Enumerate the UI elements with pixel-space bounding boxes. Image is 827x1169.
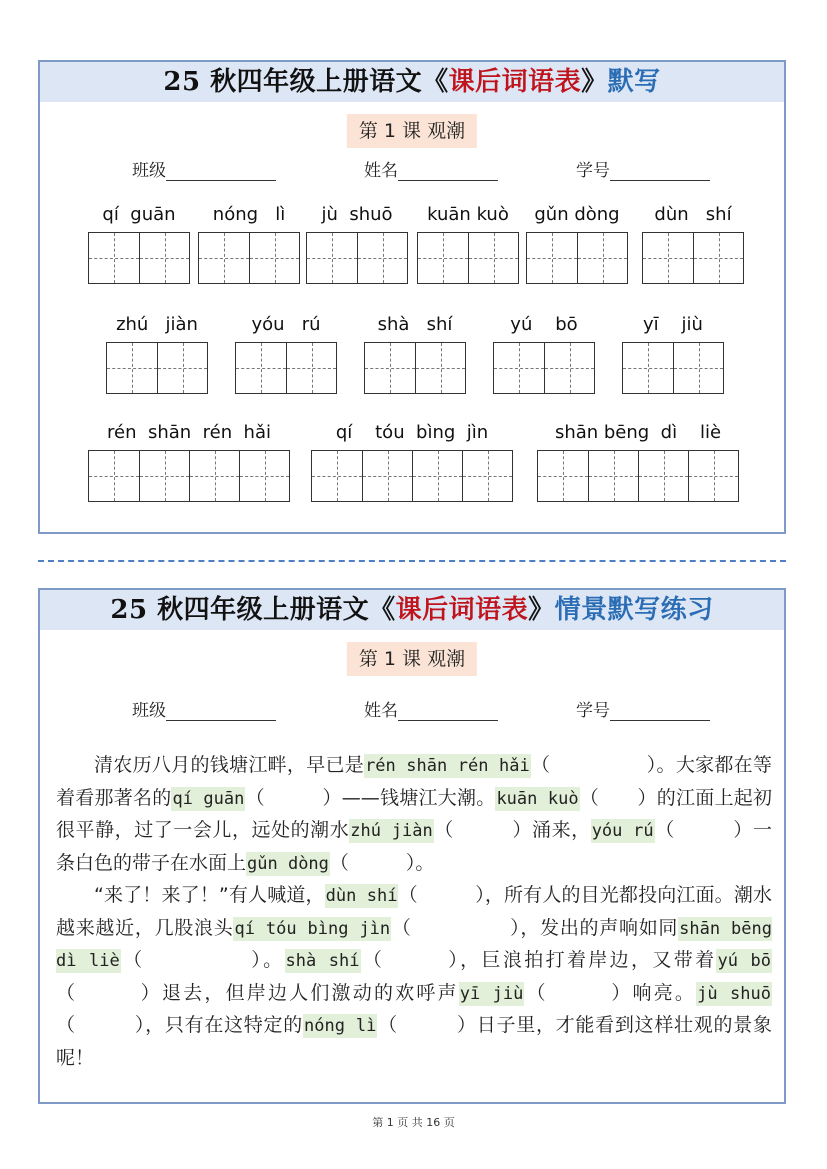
page-divider (38, 560, 786, 562)
word-item (493, 314, 595, 394)
passage-text: （ ）。 (329, 851, 435, 874)
character-cell[interactable] (623, 343, 673, 393)
name-label: 姓名 (364, 701, 398, 721)
word-item (306, 204, 408, 284)
writing-grid (537, 450, 739, 502)
pinyin-highlight: qí guān (172, 788, 245, 809)
number-label: 学号 (576, 161, 610, 181)
passage-text: （ ），只有在这特定的 (56, 1014, 303, 1036)
word-item (642, 204, 744, 284)
character-cell[interactable] (365, 343, 415, 393)
pinyin-highlight: rén shān rén hǎi (365, 756, 530, 776)
pinyin-highlight: yóu rú (591, 821, 654, 841)
worksheet-title (40, 62, 784, 102)
writing-grid (364, 342, 466, 394)
passage-text: “来了！来了！”有人喊道， (94, 884, 325, 906)
number-field[interactable] (610, 162, 710, 181)
character-cell[interactable] (538, 451, 588, 501)
title-prefix: 25 秋四年级上册语文《 (110, 595, 396, 625)
writing-grid (88, 450, 290, 502)
writing-grid (642, 232, 744, 284)
name-field[interactable] (398, 162, 498, 181)
worksheet-title (40, 590, 784, 630)
character-cell[interactable] (139, 233, 189, 283)
passage-text: （ ），巨浪拍打着岸边，又带着 (360, 949, 717, 971)
word-item (106, 314, 208, 394)
character-cell[interactable] (638, 451, 688, 501)
character-cell[interactable] (673, 343, 723, 393)
character-cell[interactable] (139, 451, 189, 501)
pinyin-label: zhú jiàn (116, 314, 198, 335)
word-item (235, 314, 337, 394)
passage-text: （ ）响亮。 (524, 981, 697, 1004)
writing-grid (198, 232, 300, 284)
character-cell[interactable] (643, 233, 693, 283)
character-cell[interactable] (89, 451, 139, 501)
character-cell[interactable] (239, 451, 289, 501)
passage-text: 清农历八月的钱塘江畔，早已是 (94, 754, 365, 776)
number-label: 学号 (576, 701, 610, 721)
character-cell[interactable] (189, 451, 239, 501)
class-field[interactable] (166, 702, 276, 721)
title-prefix: 25 秋四年级上册语文《 (163, 67, 449, 97)
character-cell[interactable] (362, 451, 412, 501)
word-item (526, 204, 628, 284)
character-cell[interactable] (588, 451, 638, 501)
character-cell[interactable] (199, 233, 249, 283)
pinyin-highlight: nóng lì (304, 1016, 377, 1036)
writing-grid (88, 232, 190, 284)
character-cell[interactable] (693, 233, 743, 283)
passage-text: （ ），发出的声响如同 (391, 916, 679, 939)
character-cell[interactable] (157, 343, 207, 393)
character-cell[interactable] (357, 233, 407, 283)
pinyin-label: gǔn dòng (534, 204, 620, 225)
pinyin-label: yú bō (510, 314, 578, 335)
pinyin-highlight: gǔn dòng (247, 853, 329, 874)
title-suffix: 默写 (607, 67, 661, 97)
pinyin-highlight: shà shí (285, 951, 360, 971)
pinyin-highlight: qí tóu bìng jìn (234, 918, 391, 939)
worksheet-dictation (38, 60, 786, 534)
character-cell[interactable] (286, 343, 336, 393)
passage-text: （ ）的江面上起初很平静，过了一会儿，远处的潮水 (56, 786, 772, 841)
word-item (364, 314, 466, 394)
pinyin-label: shà shí (377, 314, 453, 335)
word-item (537, 422, 739, 502)
pinyin-highlight: dùn shí (325, 886, 398, 906)
passage-text: （ ）退去，但岸边人们激动的欢呼声 (56, 981, 459, 1004)
pinyin-label: qí tóu bìng jìn (335, 422, 489, 443)
character-cell[interactable] (418, 233, 468, 283)
page-footer: 第 1 页 共 16 页 (372, 1116, 455, 1129)
passage-text: （ ），所有人的目光都投向江面。潮水越来越近，几股浪头 (56, 884, 772, 939)
writing-grid (311, 450, 513, 502)
pinyin-label: qí guān (102, 204, 176, 225)
worksheet-context-practice (38, 588, 786, 1104)
character-cell[interactable] (307, 233, 357, 283)
passage-text: （ ）涌来， (433, 819, 591, 841)
character-cell[interactable] (412, 451, 462, 501)
class-label: 班级 (132, 161, 166, 181)
character-cell[interactable] (462, 451, 512, 501)
name-label: 姓名 (364, 161, 398, 181)
character-cell[interactable] (688, 451, 738, 501)
character-cell[interactable] (89, 233, 139, 283)
writing-grid (306, 232, 408, 284)
pinyin-label: rén shān rén hǎi (107, 422, 271, 443)
character-cell[interactable] (544, 343, 594, 393)
name-field[interactable] (398, 702, 498, 721)
passage-text: （ ）。 (120, 949, 285, 971)
class-field[interactable] (166, 162, 276, 181)
number-field[interactable] (610, 702, 710, 721)
passage-text: （ ）。大家都在等着看那著名的 (56, 754, 772, 809)
pinyin-highlight: kuān kuò (496, 788, 579, 809)
writing-grid (493, 342, 595, 394)
paragraph-1 (56, 750, 772, 880)
title-suffix: 情景默写练习 (554, 595, 714, 625)
pinyin-highlight: jù shuō (697, 983, 771, 1004)
pinyin-label: kuān kuò (427, 204, 509, 225)
character-cell[interactable] (468, 233, 518, 283)
pinyin-label: shān bēng dì liè (554, 422, 722, 443)
passage-text: （ ）——钱塘江大潮。 (245, 786, 496, 809)
word-item (311, 422, 513, 502)
pinyin-label: dùn shí (654, 204, 732, 225)
passage-text: （ ）一条白色的带子在水面上 (56, 819, 772, 874)
pinyin-label: jù shuō (321, 204, 393, 225)
writing-grid (106, 342, 208, 394)
pinyin-label: nóng lì (212, 204, 286, 225)
character-cell[interactable] (577, 233, 627, 283)
pinyin-label: yī jiù (643, 314, 703, 335)
pinyin-highlight: shān bēng dì liè (56, 918, 772, 971)
title-bracket: 》 (528, 595, 555, 625)
character-cell[interactable] (527, 233, 577, 283)
word-item (417, 204, 519, 284)
word-item (88, 422, 290, 502)
pinyin-highlight: yú bō (717, 951, 771, 971)
character-cell[interactable] (415, 343, 465, 393)
story-passage (56, 750, 772, 1074)
word-item (88, 204, 190, 284)
passage-text: （ ）日子里，才能看到这样壮观的景象呢！ (56, 1014, 772, 1069)
pinyin-highlight: zhú jiàn (350, 821, 433, 841)
word-item (198, 204, 300, 284)
title-highlight: 课后词语表 (395, 595, 529, 625)
writing-grid (417, 232, 519, 284)
lesson-label: 第 1 课 观潮 (347, 642, 477, 676)
paragraph-2 (56, 880, 772, 1074)
class-label: 班级 (132, 701, 166, 721)
writing-grid (526, 232, 628, 284)
character-cell[interactable] (249, 233, 299, 283)
character-cell[interactable] (236, 343, 286, 393)
word-item (622, 314, 724, 394)
writing-grid (622, 342, 724, 394)
title-highlight: 课后词语表 (448, 67, 582, 97)
pinyin-highlight: yī jiù (459, 983, 524, 1004)
lesson-label: 第 1 课 观潮 (347, 114, 477, 148)
writing-grid (235, 342, 337, 394)
title-bracket: 》 (581, 67, 608, 97)
pinyin-label: yóu rú (251, 314, 321, 335)
character-cell[interactable] (494, 343, 544, 393)
character-cell[interactable] (107, 343, 157, 393)
character-cell[interactable] (312, 451, 362, 501)
